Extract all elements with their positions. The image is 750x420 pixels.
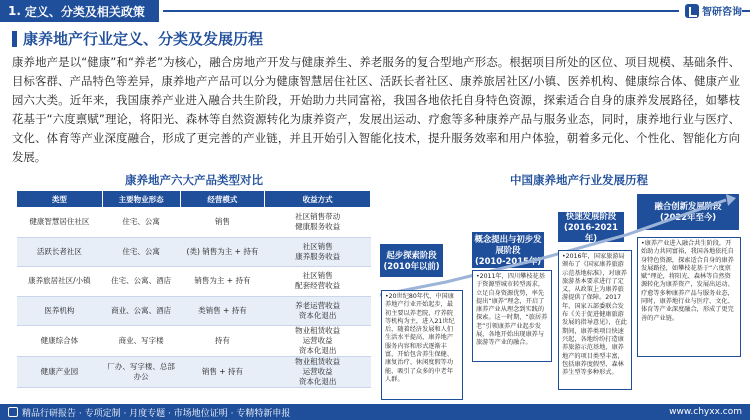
heading-accent-bar: [12, 31, 17, 47]
table-cell: 健康综合体: [17, 326, 103, 357]
table-cell: (类) 销售为主 + 持有: [180, 237, 265, 267]
table-row: [17, 326, 371, 357]
table-cell: 商业、写字楼: [102, 326, 180, 357]
table-cell: 社区销售带动 健康服务收益: [265, 208, 371, 238]
table-cell: 医养机构: [17, 296, 103, 326]
footer-services: 精品行研报告 · 专项定制 · 月度专题 · 市场地位证明 · 专精特新申报: [22, 408, 291, 419]
top-bar: [0, 0, 750, 22]
section-tag: [0, 0, 159, 22]
stage-2-years: (2010-2015年): [474, 255, 542, 266]
table-cell: 健康产业园: [17, 357, 103, 388]
table-cell: 物业租赁收益 运营收益 资本化退出: [265, 357, 371, 388]
table-row: [17, 267, 371, 297]
table-cell: 销售: [180, 208, 265, 238]
stage-3-name: 快速发展阶段: [565, 210, 617, 221]
table-cell: 住宅、公寓: [102, 237, 180, 267]
stage-4-name: 融合创新发展阶段: [654, 201, 722, 211]
product-type-table: [16, 190, 371, 388]
table-cell: 活跃长者社区: [17, 237, 103, 267]
table-cell: 商业、公寓、酒店: [102, 296, 180, 326]
table-header-cell: 类型: [17, 191, 103, 208]
stage-4-years: (2022年至今): [659, 212, 717, 222]
footer-bar: [0, 404, 750, 420]
table-cell: 健康智慧居住社区: [17, 208, 103, 238]
brand-logo-icon: [685, 4, 699, 18]
table-header-cell: 主要物业形态: [102, 191, 180, 208]
intro-paragraph: 康养地产是以“健康”和“养老”为核心，融合房地产开发与健康养生、养老服务的复合型地产形态。根据项目所处的区位、项目规模、基础条件、目标客群、产品特色等差异，康养地产产品可以分为健康智慧居住社区、活跃长者社区、康养旅居社区/小镇、医养机构、健康综合体、健康产业园六大类。近年来，我国康养产业进入融合共生阶段，开始助力共同富裕，我国各地依托自身特色资源，探索适合自身的康养发展路径，如攀枝花基于“六度禀赋”理论，将阳光、森林等自然资源转化为康养资产，发展出运动、疗愈等多种康养产品与服务业态，同时，康养地行业与医疗、文化、体育等产业深度融合，形成了更完善的产业链，并且开始引入智能化技术，提升服务效率和用户体验，朝着多元化、个性化、智能化方向发展。: [12, 55, 740, 164]
table-cell: 持有: [180, 326, 265, 357]
stage-1-years: (2010年以前): [383, 260, 440, 271]
table-header-row: [17, 191, 371, 208]
table-row: [17, 296, 371, 326]
table-cell: 类销售 + 持有: [180, 296, 265, 326]
table-cell: 养老运营收益 资本化退出: [265, 296, 371, 326]
stage-1-name: 起步探索阶段: [386, 249, 437, 260]
table-row: [17, 237, 371, 267]
stage-3-years: (2016-2021年): [564, 221, 618, 243]
table-cell: 销售 + 持有: [180, 357, 265, 388]
top-rule: [163, 10, 750, 12]
footer-website[interactable]: www.chyxx.com: [669, 407, 742, 417]
stage-2-description: •2011年，四川攀枝花基于资源型城市转型需求，立足自身资源优势，率先提出“康养”理念，开启了康养产业从理念到实践的探索。这一时期，“旅居养老”引领康养产业起步发展，各地开始出现康养与旅游等产业的融合。: [472, 270, 552, 362]
page-title: 康养地产行业定义、分类及发展历程: [23, 30, 264, 48]
page-heading: [12, 28, 263, 49]
stage-3-description: •2016年，国家旅游局颁布了《国家康养旅游示范基地标准》，对康养旅游基本要求进行了定义，从政策上为康养旅游提供了保障。2017年，国家五部委联合发布《关于促进健康旅游发展的指导意见》，在此期间，康养类项目快速兴起，各地纷纷打造康养旅游示范基地，康养地产的项目类型丰富，包括康养度假型、森林养生型等多种形式。: [558, 250, 632, 390]
table-row: [17, 208, 371, 238]
table-header-cell: 经营模式: [180, 191, 265, 208]
table-cell: 销售为主 + 持有: [180, 267, 265, 297]
table-cell: 厂办、写字楼、总部办公: [102, 357, 180, 388]
table-cell: 社区销售 康养服务收益: [265, 237, 371, 267]
brand-logo-text: 智研咨询: [702, 7, 742, 18]
brand-logo: [679, 3, 742, 18]
section-label: 定义、分类及相关政策: [24, 4, 145, 19]
table-cell: 住宅、公寓、酒店: [102, 267, 180, 297]
table-cell: 社区销售 配套经营收益: [265, 267, 371, 297]
stage-4-description: •康养产业进入融合共生阶段，开始助力共同富裕，我国各地依托自身特色资源，探索适合自身的康养发展路径，如攀枝花基于“六度禀赋”理论，将阳光、森林等自然资源转化为康养资产，发展出运动、疗愈等多种康养产品与服务业态，同时，康养地行业与医疗、文化、体育等产业深度融合，形成了更完善的产业链。: [637, 237, 741, 357]
stage-1-description: •20世纪80年代，中国康养地产行业开始起步，最初主要以养老院、疗养院等机构为主，进入21世纪后，随着经济发展和人们生活水平提高，康养地产服务内容和形式逐渐丰富，开始包含养生保健、康复治疗、休闲度假等功能，吸引了众多的中老年人群。: [381, 290, 463, 400]
table-cell: 物业租赁收益 运营收益 资本化退出: [265, 326, 371, 357]
table-row: [17, 357, 371, 388]
table-header-cell: 收益方式: [265, 191, 371, 208]
report-icon: [8, 407, 18, 417]
stage-2-name: 概念提出与初步发展阶段: [474, 233, 542, 255]
table-cell: 住宅、公寓: [102, 208, 180, 238]
section-number: 1.: [8, 4, 21, 18]
timeline-title: 中国康养地产行业发展历程: [510, 173, 648, 187]
table-title: 康养地产六大产品类型对比: [125, 173, 263, 187]
table-cell: 康养旅居社区/小镇: [17, 267, 103, 297]
